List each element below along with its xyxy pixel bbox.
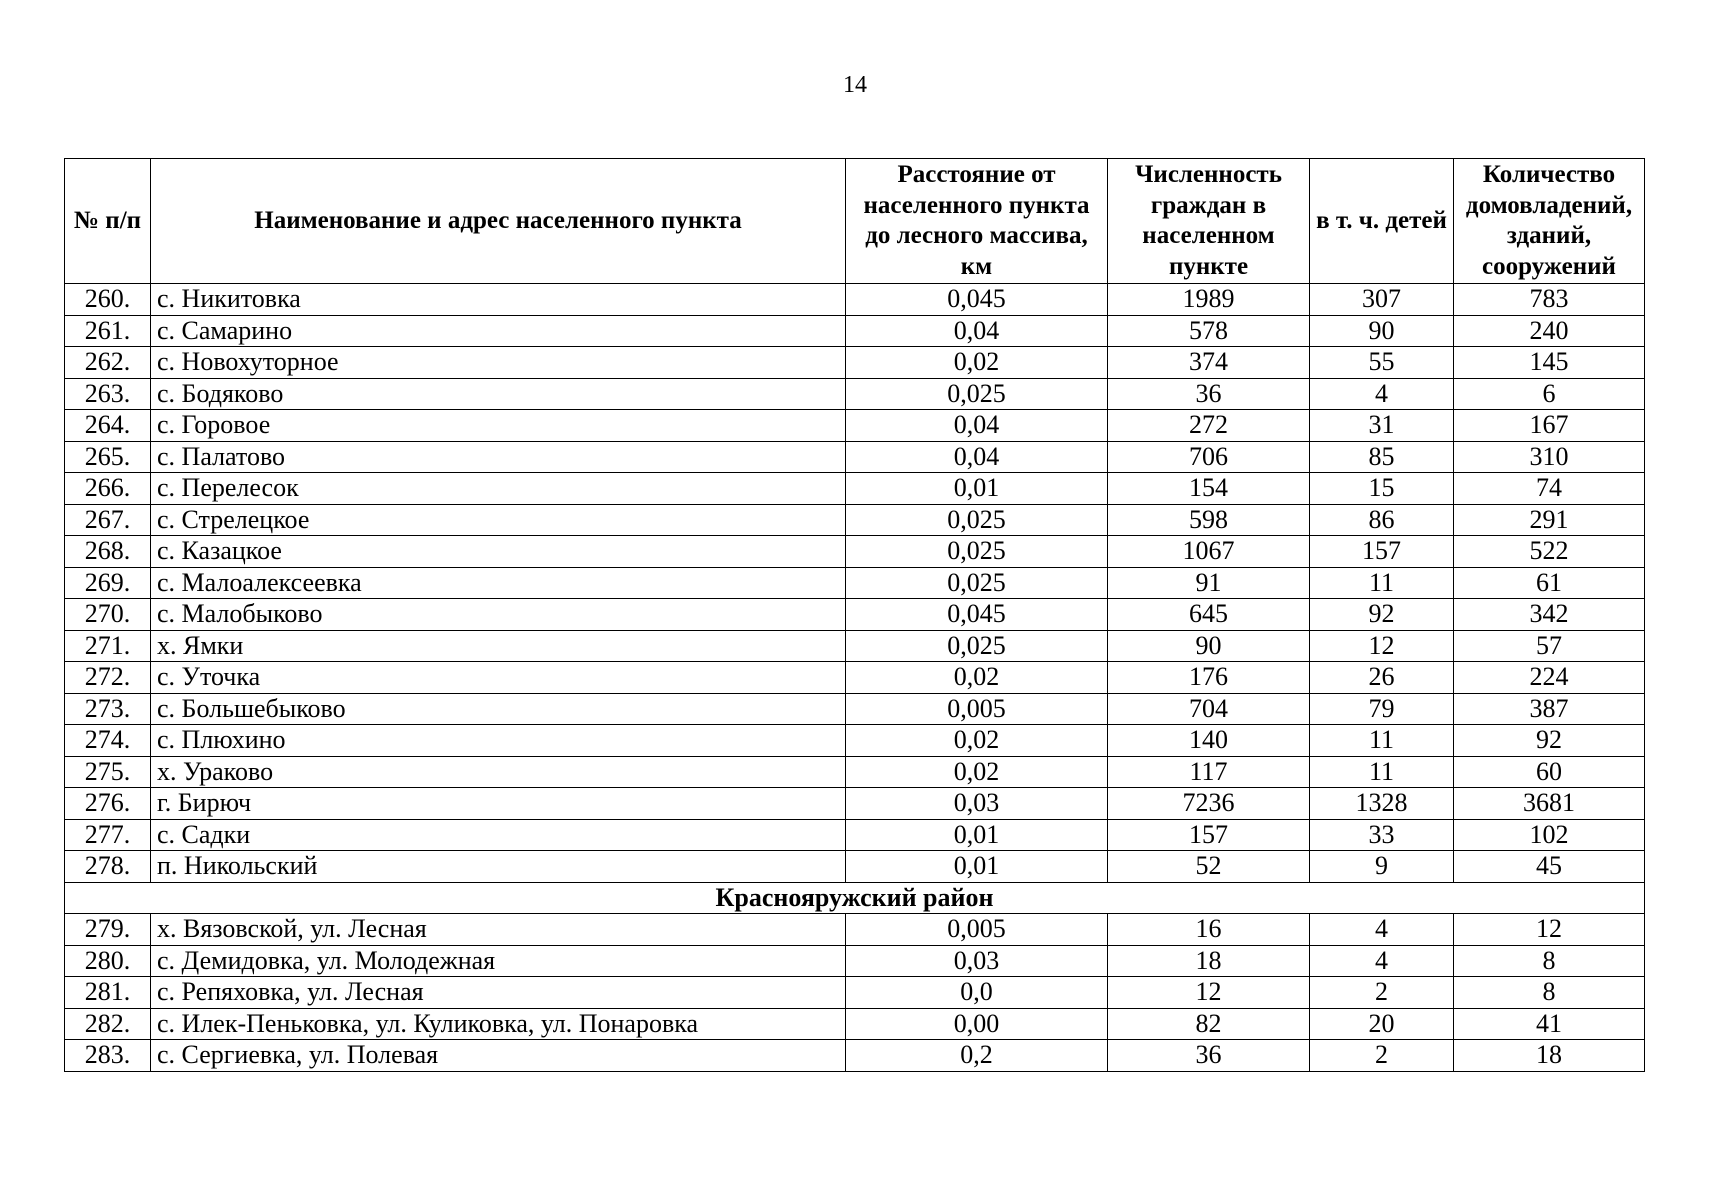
children-count: 90	[1310, 315, 1454, 347]
table-row	[65, 599, 1645, 631]
row-number: 272.	[65, 662, 151, 694]
table-row	[65, 315, 1645, 347]
settlement-name: с. Горовое	[151, 410, 846, 442]
table-row	[65, 756, 1645, 788]
table-body-b	[65, 914, 1645, 1072]
row-number: 262.	[65, 347, 151, 379]
distance-km: 0,00	[846, 1008, 1108, 1040]
table-row	[65, 347, 1645, 379]
population-count: 12	[1108, 977, 1310, 1009]
distance-km: 0,02	[846, 662, 1108, 694]
section-title: Краснояружский район	[65, 882, 1645, 914]
table-row	[65, 693, 1645, 725]
row-number: 260.	[65, 284, 151, 316]
settlement-name: с. Казацкое	[151, 536, 846, 568]
settlement-name: с. Стрелецкое	[151, 504, 846, 536]
children-count: 85	[1310, 441, 1454, 473]
table-header-row	[65, 159, 1645, 284]
table-row	[65, 284, 1645, 316]
population-count: 16	[1108, 914, 1310, 946]
population-count: 704	[1108, 693, 1310, 725]
distance-km: 0,0	[846, 977, 1108, 1009]
population-count: 598	[1108, 504, 1310, 536]
distance-km: 0,025	[846, 630, 1108, 662]
settlement-name: с. Садки	[151, 819, 846, 851]
table-row	[65, 788, 1645, 820]
section-row	[65, 882, 1645, 914]
settlement-name: с. Палатово	[151, 441, 846, 473]
row-number: 266.	[65, 473, 151, 505]
buildings-count: 6	[1454, 378, 1645, 410]
table-row	[65, 914, 1645, 946]
row-number: 280.	[65, 945, 151, 977]
buildings-count: 387	[1454, 693, 1645, 725]
row-number: 279.	[65, 914, 151, 946]
children-count: 4	[1310, 914, 1454, 946]
buildings-count: 61	[1454, 567, 1645, 599]
children-count: 157	[1310, 536, 1454, 568]
buildings-count: 8	[1454, 977, 1645, 1009]
row-number: 274.	[65, 725, 151, 757]
table-row	[65, 473, 1645, 505]
settlements-table	[64, 158, 1645, 1072]
distance-km: 0,02	[846, 756, 1108, 788]
children-count: 2	[1310, 977, 1454, 1009]
buildings-count: 57	[1454, 630, 1645, 662]
children-count: 2	[1310, 1040, 1454, 1072]
row-number: 282.	[65, 1008, 151, 1040]
population-count: 117	[1108, 756, 1310, 788]
row-number: 278.	[65, 851, 151, 883]
row-number: 270.	[65, 599, 151, 631]
settlement-name: п. Никольский	[151, 851, 846, 883]
distance-km: 0,02	[846, 725, 1108, 757]
settlement-name: с. Малоалексеевка	[151, 567, 846, 599]
population-count: 645	[1108, 599, 1310, 631]
children-count: 26	[1310, 662, 1454, 694]
row-number: 276.	[65, 788, 151, 820]
header-buildings: Количество домовладений, зданий, сооружений	[1454, 159, 1645, 284]
buildings-count: 74	[1454, 473, 1645, 505]
table-row	[65, 504, 1645, 536]
table-row	[65, 1008, 1645, 1040]
buildings-count: 60	[1454, 756, 1645, 788]
distance-km: 0,025	[846, 378, 1108, 410]
header-distance: Расстояние от населенного пункта до лесного массива, км	[846, 159, 1108, 284]
buildings-count: 8	[1454, 945, 1645, 977]
settlement-name: с. Большебыково	[151, 693, 846, 725]
children-count: 55	[1310, 347, 1454, 379]
population-count: 1989	[1108, 284, 1310, 316]
table-row	[65, 536, 1645, 568]
population-count: 91	[1108, 567, 1310, 599]
settlement-name: с. Бодяково	[151, 378, 846, 410]
settlement-name: с. Репяховка, ул. Лесная	[151, 977, 846, 1009]
buildings-count: 3681	[1454, 788, 1645, 820]
distance-km: 0,04	[846, 410, 1108, 442]
population-count: 154	[1108, 473, 1310, 505]
population-count: 82	[1108, 1008, 1310, 1040]
settlement-name: с. Уточка	[151, 662, 846, 694]
population-count: 18	[1108, 945, 1310, 977]
children-count: 86	[1310, 504, 1454, 536]
buildings-count: 18	[1454, 1040, 1645, 1072]
children-count: 31	[1310, 410, 1454, 442]
table-row	[65, 378, 1645, 410]
population-count: 52	[1108, 851, 1310, 883]
row-number: 261.	[65, 315, 151, 347]
settlement-name: х. Ямки	[151, 630, 846, 662]
children-count: 20	[1310, 1008, 1454, 1040]
distance-km: 0,01	[846, 473, 1108, 505]
children-count: 79	[1310, 693, 1454, 725]
table-row	[65, 662, 1645, 694]
settlement-name: с. Малобыково	[151, 599, 846, 631]
row-number: 267.	[65, 504, 151, 536]
children-count: 4	[1310, 945, 1454, 977]
buildings-count: 291	[1454, 504, 1645, 536]
settlement-name: с. Никитовка	[151, 284, 846, 316]
row-number: 273.	[65, 693, 151, 725]
children-count: 33	[1310, 819, 1454, 851]
distance-km: 0,005	[846, 693, 1108, 725]
children-count: 92	[1310, 599, 1454, 631]
distance-km: 0,04	[846, 441, 1108, 473]
row-number: 271.	[65, 630, 151, 662]
settlement-name: г. Бирюч	[151, 788, 846, 820]
row-number: 268.	[65, 536, 151, 568]
distance-km: 0,2	[846, 1040, 1108, 1072]
buildings-count: 783	[1454, 284, 1645, 316]
children-count: 11	[1310, 756, 1454, 788]
distance-km: 0,03	[846, 788, 1108, 820]
buildings-count: 102	[1454, 819, 1645, 851]
table-row	[65, 725, 1645, 757]
row-number: 275.	[65, 756, 151, 788]
children-count: 11	[1310, 725, 1454, 757]
buildings-count: 12	[1454, 914, 1645, 946]
population-count: 374	[1108, 347, 1310, 379]
settlement-name: с. Перелесок	[151, 473, 846, 505]
population-count: 36	[1108, 378, 1310, 410]
children-count: 15	[1310, 473, 1454, 505]
population-count: 140	[1108, 725, 1310, 757]
settlement-name: с. Плюхино	[151, 725, 846, 757]
population-count: 706	[1108, 441, 1310, 473]
row-number: 263.	[65, 378, 151, 410]
row-number: 264.	[65, 410, 151, 442]
buildings-count: 41	[1454, 1008, 1645, 1040]
table-row	[65, 945, 1645, 977]
distance-km: 0,025	[846, 567, 1108, 599]
table-row	[65, 410, 1645, 442]
header-num: № п/п	[65, 159, 151, 284]
header-name: Наименование и адрес населенного пункта	[151, 159, 846, 284]
distance-km: 0,025	[846, 536, 1108, 568]
table-row	[65, 977, 1645, 1009]
distance-km: 0,01	[846, 851, 1108, 883]
table-row	[65, 630, 1645, 662]
population-count: 157	[1108, 819, 1310, 851]
row-number: 265.	[65, 441, 151, 473]
children-count: 1328	[1310, 788, 1454, 820]
row-number: 281.	[65, 977, 151, 1009]
children-count: 307	[1310, 284, 1454, 316]
buildings-count: 522	[1454, 536, 1645, 568]
settlement-name: с. Демидовка, ул. Молодежная	[151, 945, 846, 977]
buildings-count: 145	[1454, 347, 1645, 379]
children-count: 12	[1310, 630, 1454, 662]
settlement-name: х. Ураково	[151, 756, 846, 788]
distance-km: 0,025	[846, 504, 1108, 536]
buildings-count: 224	[1454, 662, 1645, 694]
table-row	[65, 1040, 1645, 1072]
table-row	[65, 851, 1645, 883]
buildings-count: 240	[1454, 315, 1645, 347]
distance-km: 0,03	[846, 945, 1108, 977]
settlement-name: с. Самарино	[151, 315, 846, 347]
children-count: 4	[1310, 378, 1454, 410]
distance-km: 0,01	[846, 819, 1108, 851]
children-count: 9	[1310, 851, 1454, 883]
population-count: 36	[1108, 1040, 1310, 1072]
row-number: 277.	[65, 819, 151, 851]
page-number: 14	[843, 72, 867, 98]
buildings-count: 342	[1454, 599, 1645, 631]
children-count: 11	[1310, 567, 1454, 599]
row-number: 269.	[65, 567, 151, 599]
distance-km: 0,02	[846, 347, 1108, 379]
population-count: 90	[1108, 630, 1310, 662]
table-body-a	[65, 284, 1645, 883]
table-row	[65, 441, 1645, 473]
settlement-name: с. Сергиевка, ул. Полевая	[151, 1040, 846, 1072]
population-count: 1067	[1108, 536, 1310, 568]
distance-km: 0,005	[846, 914, 1108, 946]
distance-km: 0,045	[846, 599, 1108, 631]
distance-km: 0,045	[846, 284, 1108, 316]
row-number: 283.	[65, 1040, 151, 1072]
header-children: в т. ч. детей	[1310, 159, 1454, 284]
settlement-name: х. Вязовской, ул. Лесная	[151, 914, 846, 946]
population-count: 176	[1108, 662, 1310, 694]
table-row	[65, 819, 1645, 851]
buildings-count: 167	[1454, 410, 1645, 442]
header-population: Численность граждан в населенном пункте	[1108, 159, 1310, 284]
population-count: 7236	[1108, 788, 1310, 820]
table-row	[65, 567, 1645, 599]
section-row-group	[65, 882, 1645, 914]
buildings-count: 92	[1454, 725, 1645, 757]
distance-km: 0,04	[846, 315, 1108, 347]
buildings-count: 45	[1454, 851, 1645, 883]
buildings-count: 310	[1454, 441, 1645, 473]
population-count: 578	[1108, 315, 1310, 347]
settlement-name: с. Илек-Пеньковка, ул. Куликовка, ул. Понаровка	[151, 1008, 846, 1040]
population-count: 272	[1108, 410, 1310, 442]
settlement-name: с. Новохуторное	[151, 347, 846, 379]
